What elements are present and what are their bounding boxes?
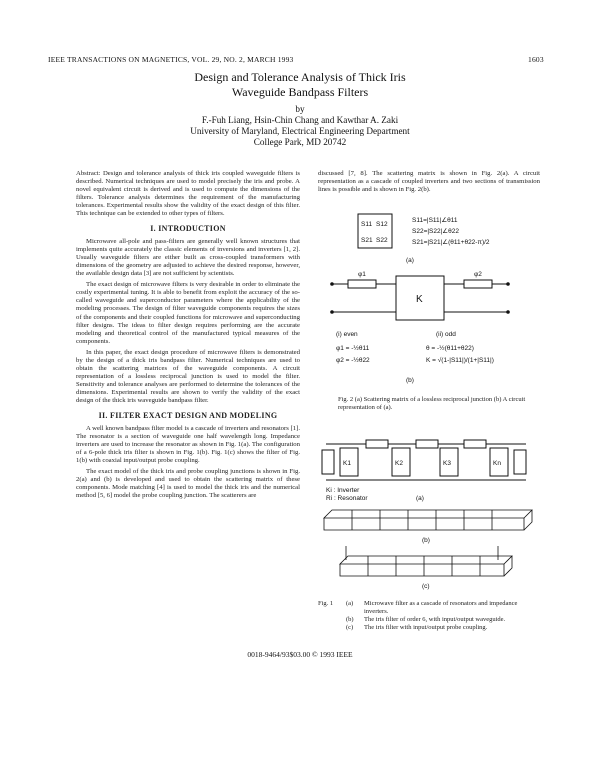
panel-b-label: (b) (406, 377, 414, 384)
phi1-label: φ1 (358, 271, 366, 278)
legend-resonator: Ri : Resonator (326, 495, 368, 502)
inverter-k1-label: K1 (343, 460, 351, 467)
left-column (76, 170, 300, 503)
inverter-k-label: K (416, 294, 423, 305)
port2-terminal-top (506, 282, 510, 286)
fig1-caption-c-text: The iris filter with input/output probe coupling. (364, 624, 488, 631)
fig1-panel-a-label: (a) (416, 495, 424, 502)
journal-header: IEEE TRANSACTIONS ON MAGNETICS, VOL. 29, NO. 2, MARCH 1993 (48, 55, 294, 64)
probe-filter-drawing (340, 546, 512, 576)
eq-s11: S11=|S11|∠θ11 (412, 217, 458, 224)
design-paragraph-1: A well known bandpass filter model is a cascade of inverters and resonators [1]. The resonator is a section of waveguide one half wavelength long. Impedance inverters are used to increase the resonator as shown in Fig. 1(a). The configuration of a 6-pole thick iris filter is shown in Fig. 1(b). Fig. 1(c) shows the filter of Fig. 1(b) with coaxial input/output probe coupling. (76, 424, 300, 464)
paper-title-line2: Waveguide Bandpass Filters (231, 85, 369, 99)
fig1-panel-c-label: (c) (422, 583, 430, 590)
matrix-s12: S12 (376, 221, 388, 228)
fig1-caption-b-text: The iris filter of order 6, with input/output waveguide. (364, 616, 506, 623)
fig1-caption-a-text: Microwave filter as a cascade of resonators and impedance inverters. (364, 600, 518, 615)
abstract: Abstract: Design and tolerance analysis of thick iris coupled waveguide filters is described. Numerical techniques are used to model precisely the iris and probe. A novel equivalent circuit is derived and is used to compute the dimensions of the filters. Tolerance analysis determines the requirement of the manufacturing tolerances. Experimental results show the validity of the exact design of this filter. This technique can be extended to other types of filters. (76, 170, 300, 218)
odd-mode-label: (ii) odd (436, 331, 456, 338)
resonator-1 (366, 440, 388, 448)
resonator-3 (464, 440, 486, 448)
right-intro-paragraph: discussed [7, 8]. The scattering matrix is shown in Fig. 2(a). A circuit representation as a cascade of coupled inverters and two sections of transmission lines is possible and is shown in Fig. 2(b). (318, 170, 540, 194)
matrix-s21: S21 (361, 237, 373, 244)
legend-inverter: Ki : Inverter (326, 487, 360, 494)
iris-waveguide-drawing (324, 510, 532, 530)
even-mode-label: (i) even (336, 331, 358, 338)
eq-s21: S21=|S21|∠(θ11+θ22-π)/2 (412, 239, 490, 246)
matrix-s11: S11 (361, 221, 373, 228)
fig1-caption-a-key: (a) (346, 600, 354, 607)
load-coil (514, 450, 526, 474)
transmission-line-left (348, 280, 376, 288)
copyright-footer: 0018-9464/93$03.00 © 1993 IEEE (247, 650, 353, 659)
transmission-line-right (464, 280, 492, 288)
figure-2-caption: Fig. 2 (a) Scattering matrix of a lossless reciprocal junction (b) A circuit representation of (a). (338, 396, 526, 411)
fig1-panel-b-label: (b) (422, 537, 430, 544)
intro-paragraph-3: In this paper, the exact design procedure of microwave filters is demonstrated by the design of a thick iris bandpass filter. Numerical techniques are used to obtain the scattering matrices of the waveguide components. A circuit representation of a lossless reciprocal junction is used to model the filter. Sensitivity and tolerance analyses are performed to determine the tolerances of the dimensions. Experimental results are shown to verify the validity of the exact design of the thick iris waveguide bandpass filter. (76, 348, 300, 405)
odd-eq-k: K = √(1-|S11|)/(1+|S11|) (426, 357, 494, 364)
intro-paragraph-1: Microwave all-pole and pass-filters are generally well known structures that implements quite accurately the classic elements of inversions and inverters [1, 2]. Usually waveguide filters are either built as cross-coupled transformers with dimensions of the geometry are adjusted to achieve the desired response, however, the available design data [3] are not sufficient by scientists. (76, 237, 300, 278)
inverter-k2-label: K2 (395, 460, 403, 467)
right-column-text (318, 170, 540, 197)
page-number: 1603 (528, 55, 544, 64)
author-location: College Park, MD 20742 (253, 137, 347, 147)
source-coil (322, 450, 334, 474)
phi2-label: φ2 (474, 271, 482, 278)
author-names: F.-Fuh Liang, Hsin-Chin Chang and Kawthar A. Zaki (201, 115, 399, 125)
port1-terminal-bottom (330, 310, 334, 314)
even-eq-phi2: φ2 = -½θ22 (336, 357, 370, 364)
fig1-caption-c-key: (c) (346, 624, 354, 631)
odd-eq-theta: θ = -½(θ11+θ22) (426, 345, 474, 352)
fig1-caption-label: Fig. 1 (318, 600, 334, 607)
paper-title-line1: Design and Tolerance Analysis of Thick Iris (194, 70, 406, 84)
matrix-s22: S22 (376, 237, 388, 244)
section-design-heading: II. FILTER EXACT DESIGN AND MODELING (98, 410, 278, 420)
section-introduction-heading: I. INTRODUCTION (150, 223, 226, 233)
port2-terminal-bottom (506, 310, 510, 314)
inverter-kn-label: Kn (493, 460, 501, 467)
port1-terminal-top (330, 282, 334, 286)
even-eq-phi1: φ1 = -½θ11 (336, 345, 370, 352)
resonator-2 (416, 440, 438, 448)
eq-s22: S22=|S22|∠θ22 (412, 228, 459, 235)
inverter-k3-label: K3 (443, 460, 451, 467)
fig1-caption-b-key: (b) (346, 616, 354, 623)
authors-by: by (295, 104, 305, 114)
author-affiliation: University of Maryland, Electrical Engineering Department (190, 126, 410, 136)
design-paragraph-2: The exact model of the thick iris and probe coupling junctions is shown in Fig. 2(a) and (b) is developed and used to obtain the scattering matrix of these components. Mode matching [4] is used to model the thick iris and the numerical method [5, 6] model the probe coupling junction. The scatterers are (76, 468, 300, 500)
intro-paragraph-2: The exact design of microwave filters is very desirable in order to eliminate the costly experimental tuning. It is able to benefit from exploit the accuracy of the so-called waveguide and superconductor parameters where the applicability of the modeling processes. The design of filter waveguide components requires the sizes of the components and their coupled functions for microwave and superconducting filter designs. The ideas to filter design requires performing are the accurate modeling and theoretical control of the manufactured typical measures of the components. (76, 281, 300, 345)
figure-1-caption (318, 600, 540, 632)
figure-1 (318, 420, 540, 596)
panel-a-label: (a) (406, 257, 414, 264)
